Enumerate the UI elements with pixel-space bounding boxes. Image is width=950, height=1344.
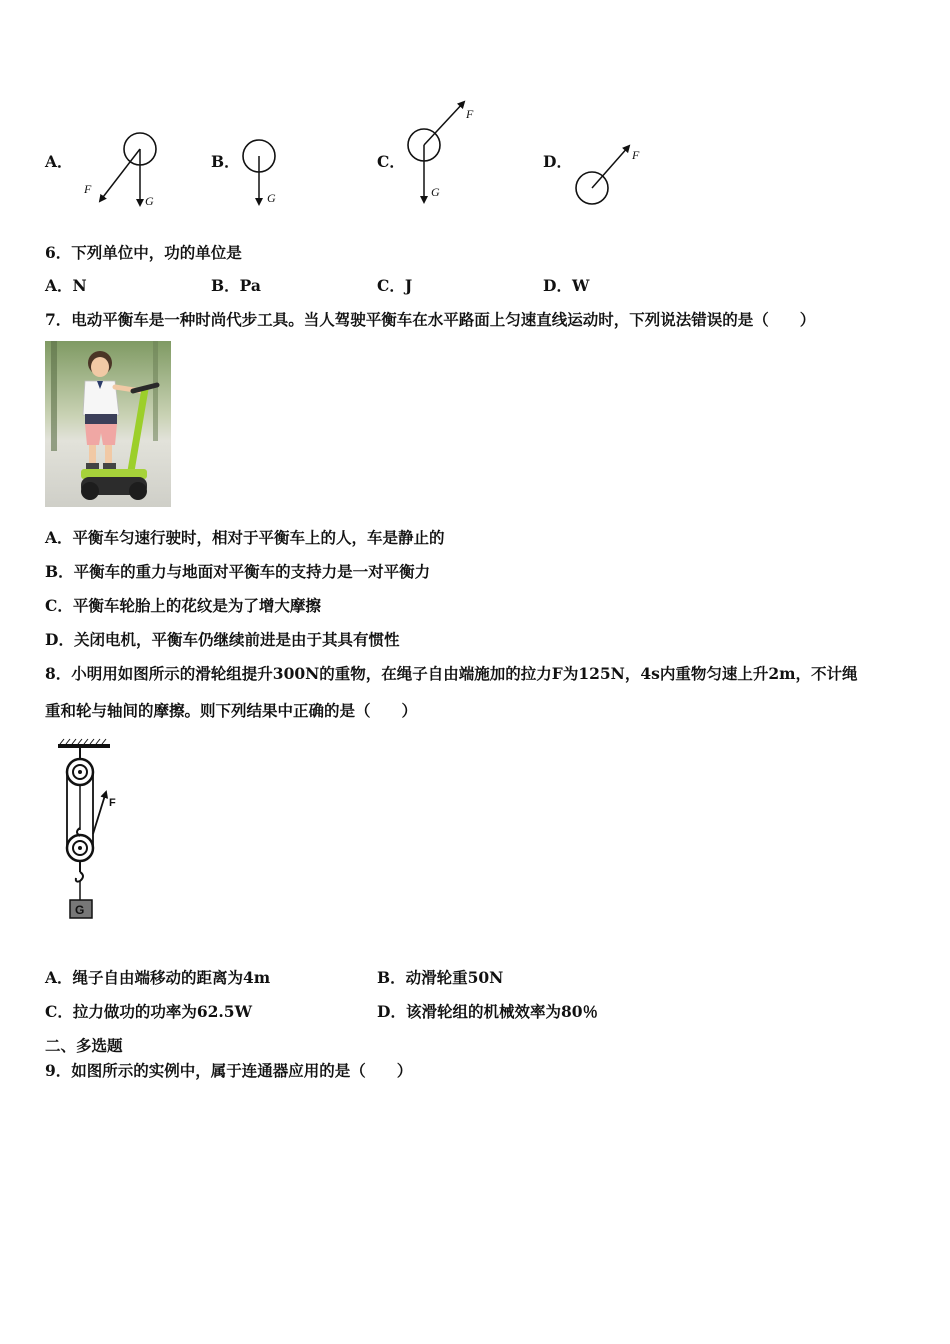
section-title: 二、多选题 [45,1036,123,1055]
q6-option-d: D．W [543,276,590,295]
pull-arrow [93,792,106,834]
q7-stem: 7．电动平衡车是一种时尚代步工具。当人驾驶平衡车在水平路面上匀速直线运动时，下列说法错误的是（ ） [45,310,816,329]
q8-option-d: D．该滑轮组的机械效率为80％ [377,1002,599,1021]
balance-scooter-photo [45,341,171,507]
q5-option-b-letter: B． [211,152,240,171]
ceiling [58,744,110,748]
q7-option-c: C．平衡车轮胎上的花纹是为了增大摩擦 [45,596,321,615]
label-g: G [145,194,154,208]
q8-option-c: C．拉力做功的功率为62.5W [45,1002,252,1021]
q7-option-b: B．平衡车的重力与地面对平衡车的支持力是一对平衡力 [45,562,431,581]
pull-label: F [109,797,116,809]
label-f: F [466,107,474,121]
q5-option-a-diagram [78,125,168,215]
label-f: F [632,148,640,162]
q5-option-d-letter: D． [543,152,572,171]
q5-option-c-letter: C． [377,152,405,171]
q8-option-b: B．动滑轮重50N [377,968,504,987]
q6-option-b: B．Pa [211,276,261,295]
q8-stem-line2: 重和轮与轴间的摩擦。则下列结果中正确的是（ ） [45,701,418,720]
q7-option-a: A．平衡车匀速行驶时，相对于平衡车上的人，车是静止的 [45,528,445,547]
force-arrow-f [592,146,629,188]
force-arrow-f [100,149,140,201]
force-arrow-f [424,102,464,145]
label-f: F [84,182,92,196]
q5-option-b-diagram [235,130,295,215]
q7-option-d: D．关闭电机，平衡车仍继续前进是由于其具有惯性 [45,630,400,649]
q8-stem-line1: 8．小明用如图所示的滑轮组提升300N的重物，在绳子自由端施加的拉力F为125N，4s内重物匀速上升2m，不计绳 [45,664,858,683]
q5-option-c-diagram [400,96,490,211]
q8-option-a: A．绳子自由端移动的距离为4m [45,968,271,987]
q6-stem: 6．下列单位中，功的单位是 [45,243,242,262]
label-g: G [431,185,440,199]
q9-stem: 9．如图所示的实例中，属于连通器应用的是（ ） [45,1061,413,1080]
pulley-system-diagram [52,738,132,928]
label-g: G [267,191,276,205]
q6-option-c: C．J [377,276,413,295]
q6-option-a: A．N [45,276,87,295]
q5-option-a-letter: A． [45,152,73,171]
weight-label: G [75,903,85,917]
q5-option-d-diagram [565,140,655,215]
